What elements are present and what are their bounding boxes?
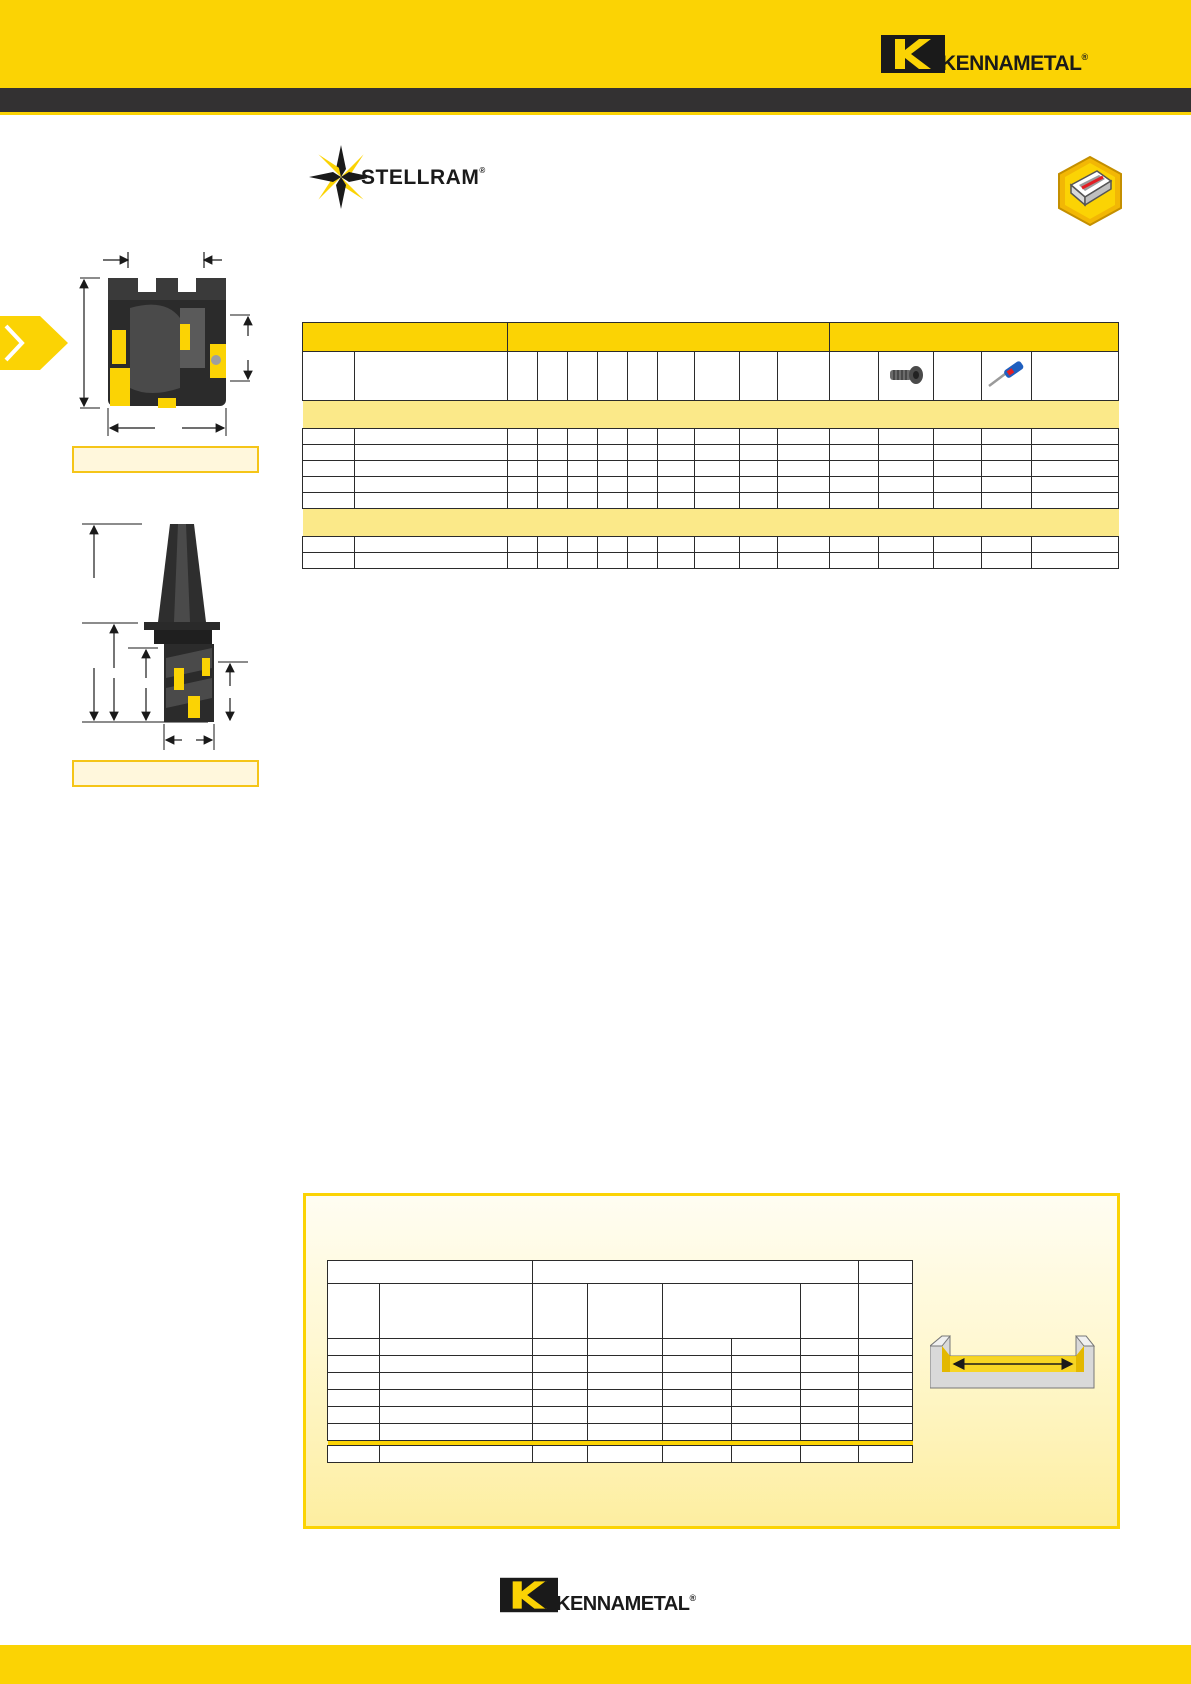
footer-brand-name: KENNAMETAL [556, 1593, 690, 1615]
table-row [303, 461, 1119, 477]
note-table-row [328, 1424, 913, 1441]
slot-width-illustration [930, 1326, 1096, 1390]
note-table-row [328, 1373, 913, 1390]
footer-band [0, 1645, 1191, 1684]
header-group-designation [303, 323, 508, 352]
header-group-spare-parts [830, 323, 1119, 352]
shell-mill-drawing [70, 248, 270, 448]
brand-name: KENNAMETAL [941, 52, 1082, 75]
footer-brand-trademark: ® [689, 1593, 696, 1603]
note-table-row [328, 1446, 913, 1463]
table-header-band [303, 323, 1119, 352]
main-data-table [302, 322, 1119, 569]
table-subheader-row [303, 352, 1119, 401]
torx-driver-icon [985, 360, 1029, 390]
note-panel [303, 1193, 1120, 1529]
chevron-right-icon [0, 316, 68, 370]
slot-milling-hexagon-icon [1055, 155, 1125, 227]
table-section-row [303, 509, 1119, 537]
table-row [303, 429, 1119, 445]
shank-mill-label-box [72, 760, 259, 787]
kennametal-k-logo-icon [881, 35, 945, 73]
note-table-row [328, 1407, 913, 1424]
note-table-row [328, 1339, 913, 1356]
table-row [303, 537, 1119, 553]
header-group-dimensions [508, 323, 830, 352]
stellram-logo [307, 143, 517, 211]
note-table-header [328, 1261, 913, 1284]
shank-mill-drawing [78, 518, 258, 750]
note-table-row [328, 1356, 913, 1373]
note-table [327, 1260, 913, 1463]
note-table-subheader [328, 1284, 913, 1339]
shell-mill-label-box [72, 446, 259, 473]
table-row [303, 493, 1119, 509]
header-dark-band [0, 88, 1191, 112]
header-accent-line [0, 112, 1191, 115]
insert-screw-icon [886, 361, 926, 389]
kennametal-k-footer-icon [500, 1577, 558, 1613]
stellram-name: STELLRAM [361, 166, 480, 189]
kennametal-footer-logo[interactable] [500, 1577, 710, 1615]
kennametal-header-logo[interactable] [881, 35, 1101, 75]
brand-trademark: ® [1081, 52, 1088, 62]
stellram-star-icon [307, 143, 367, 211]
table-row [303, 445, 1119, 461]
note-table-row [328, 1390, 913, 1407]
table-section-row [303, 401, 1119, 429]
stellram-trademark: ® [479, 166, 486, 175]
table-row [303, 553, 1119, 569]
table-row [303, 477, 1119, 493]
